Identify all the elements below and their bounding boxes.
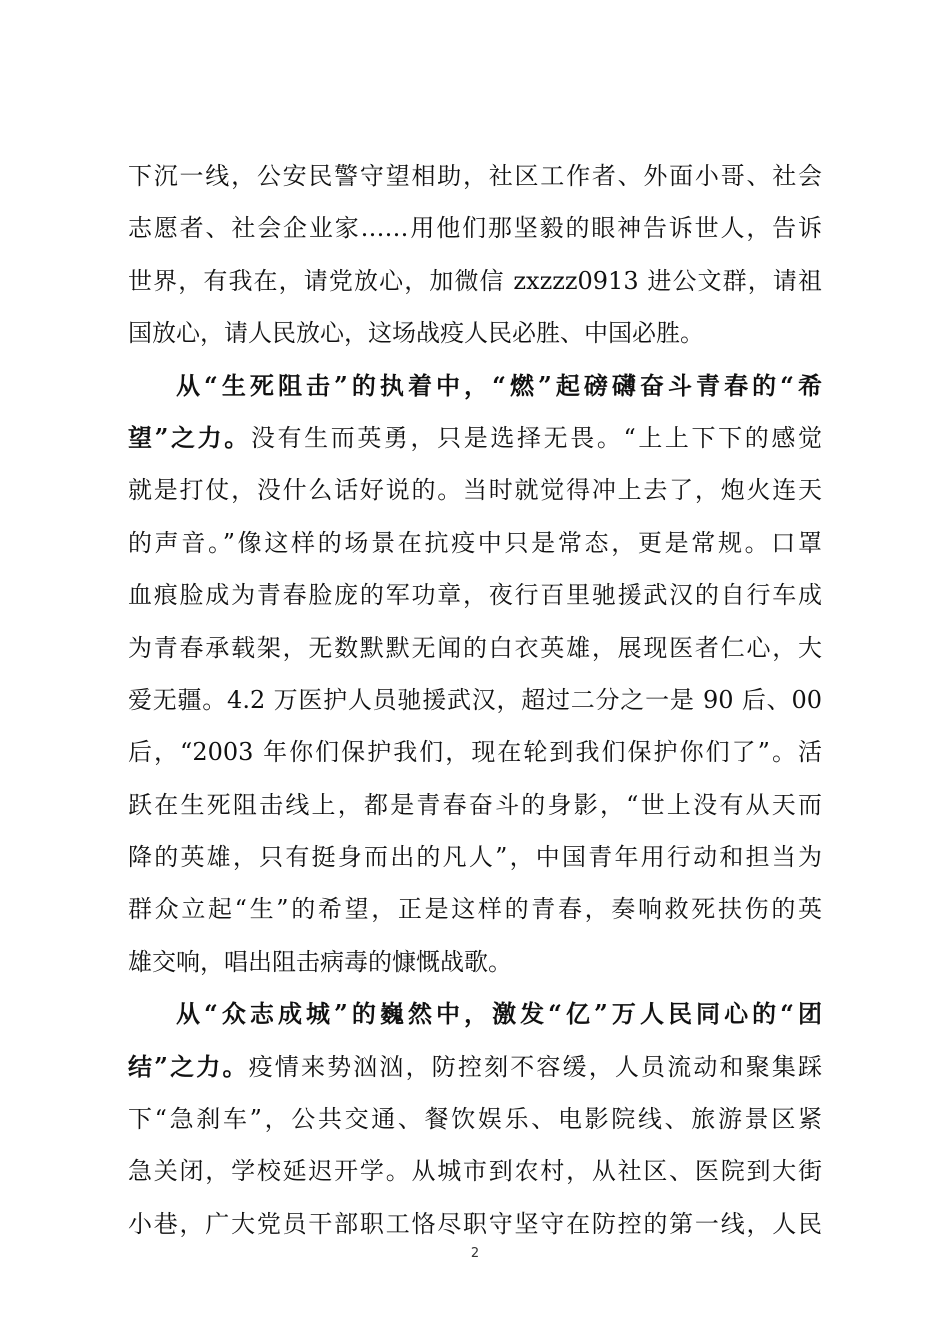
paragraph-2-line-6: 为青春承载架，无数默默无闻的白衣英雄，展现医者仁心，大 (128, 633, 822, 662)
paragraph-1-line-2: 志愿者、社会企业家……用他们那坚毅的眼神告诉世人，告诉 (128, 214, 822, 243)
paragraph-2-line-10: 降的英雄，只有挺身而出的凡人”，中国青年用行动和担当为 (128, 843, 822, 872)
paragraph-2 (128, 360, 822, 989)
page-number: 2 (470, 1246, 480, 1261)
paragraph-1-line-4: 国放心，请人民放心，这场战疫人民必胜、中国必胜。 (128, 319, 704, 348)
paragraph-1-line-1: 下沉一线，公安民警守望相助，社区工作者、外面小哥、社会 (128, 162, 822, 190)
paragraph-2-line-12: 雄交响，唱出阻击病毒的慷慨战歌。 (128, 947, 512, 976)
paragraph-3-line-2 (128, 1041, 822, 1093)
paragraph-2-line-8: 后，“2003 年你们保护我们，现在轮到我们保护你们了”。活 (128, 738, 822, 767)
paragraph-2-line-2 (128, 412, 822, 464)
paragraph-3-heading-end: 结”之力。 (128, 1051, 249, 1081)
paragraph-3-line-5: 小巷，广大党员干部职工恪尽职守坚守在防控的第一线，人民 (128, 1209, 822, 1238)
paragraph-2-line-9: 跃在生死阻击线上，都是青春奋斗的身影，“世上没有从天而 (128, 790, 822, 819)
document-body (128, 150, 822, 1250)
paragraph-2-line-7: 爱无疆。4.2 万医护人员驰援武汉，超过二分之一是 90 后、00 (128, 685, 822, 714)
paragraph-3-line-4: 急关闭，学校延迟开学。从城市到农村，从社区、医院到大街 (128, 1157, 822, 1186)
paragraph-2-heading-end: 望”之力。 (128, 422, 251, 452)
paragraph-2-line-5: 血痕脸成为青春脸庞的军功章，夜行百里驰援武汉的自行车成 (128, 581, 822, 610)
paragraph-2-line-2-text: 没有生而英勇，只是选择无畏。“上上下下的感觉 (250, 423, 822, 452)
paragraph-3-line-2-text: 疫情来势汹汹，防控刻不容缓，人员流动和聚集踩 (248, 1052, 823, 1081)
paragraph-3-line-3: 下“急刹车”，公共交通、餐饮娱乐、电影院线、旅游景区紧 (128, 1105, 822, 1134)
paragraph-2-line-4: 的声音。”像这样的场景在抗疫中只是常态，更是常规。口罩 (128, 528, 822, 557)
paragraph-2-line-11: 群众立起“生”的希望，正是这样的青春，奏响救死扶伤的英 (128, 895, 822, 924)
paragraph-1 (128, 150, 822, 360)
paragraph-1-line-3: 世界，有我在，请党放心，加微信 zxzzz0913 进公文群，请祖 (128, 266, 822, 295)
paragraph-3-heading-line: 从“众志成城”的巍然中，激发“亿”万人民同心的“团 (176, 999, 822, 1029)
paragraph-3 (128, 988, 822, 1250)
paragraph-2-heading-line: 从“生死阻击”的执着中，“燃”起磅礴奋斗青春的“希 (176, 370, 822, 400)
paragraph-2-line-3: 就是打仗，没什么话好说的。当时就觉得冲上去了，炮火连天 (128, 476, 822, 505)
